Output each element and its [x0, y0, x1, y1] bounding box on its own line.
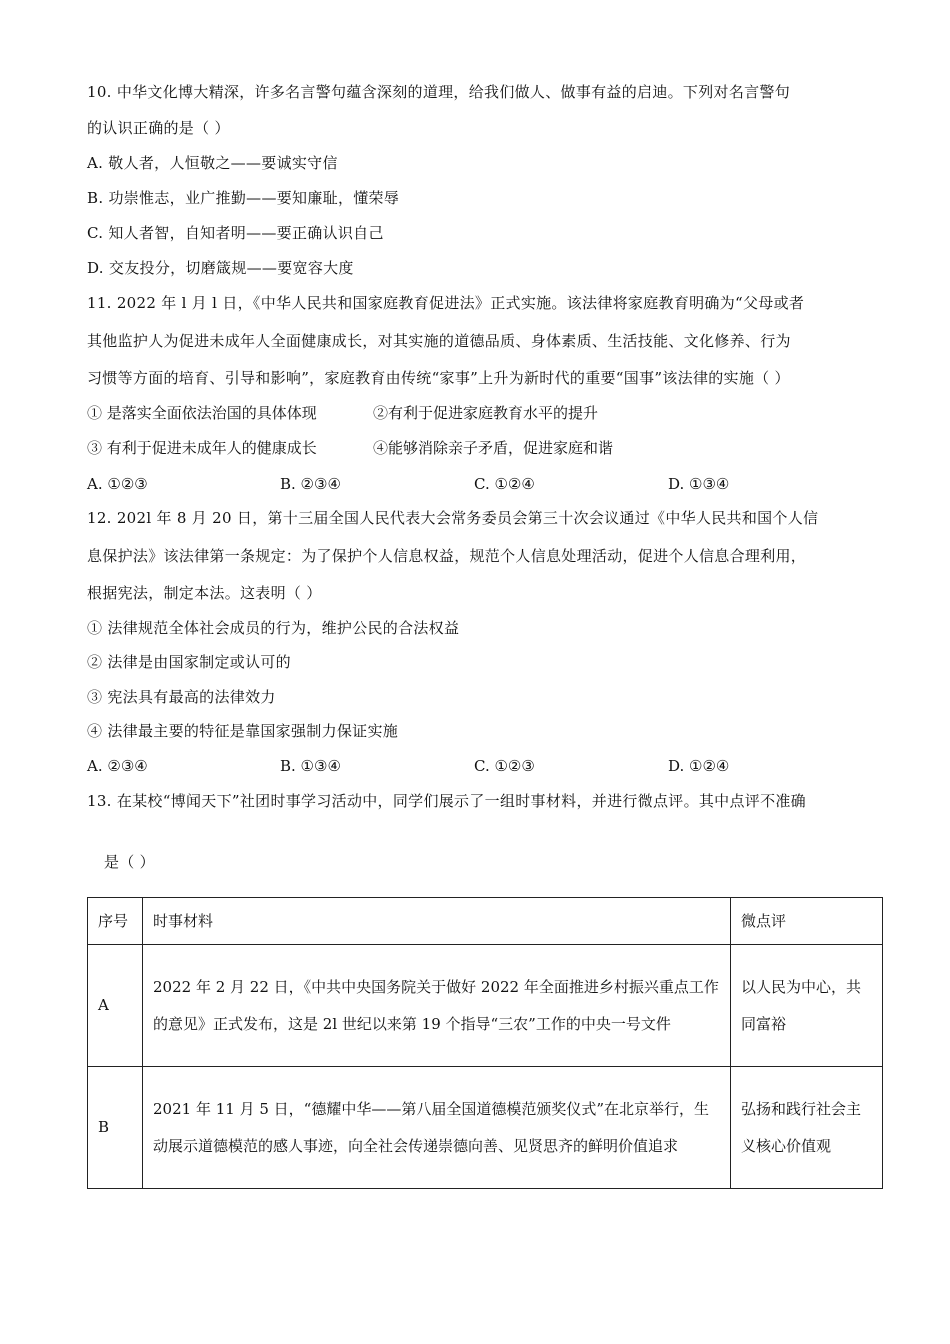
q10-option-d: D. 交友投分，切磨箴规——要宽容大度 [87, 259, 354, 277]
q12-statement-1: ① 法律规范全体社会成员的行为，维护公民的合法权益 [87, 619, 460, 637]
q10-option-a: A. 敬人者，人恒敬之——要诚实守信 [87, 154, 338, 172]
row-a-comment [731, 945, 883, 1067]
q12-statement-4: ④ 法律最主要的特征是靠国家强制力保证实施 [87, 722, 399, 740]
q11-stem-line2: 其他监护人为促进未成年人全面健康成长，对其实施的道德品质、身体素质、生活技能、文化修养、行为 [87, 332, 791, 350]
q11-option-a: A. ①②③ [87, 475, 148, 493]
q10-option-b: B. 功崇惟志，业广推勤——要知廉耻，懂荣辱 [87, 189, 400, 207]
row-b-comment-text: 弘扬和践行社会主义核心价值观 [741, 1099, 862, 1155]
header-comment: 微点评 [731, 898, 883, 945]
q12-option-a: A. ②③④ [87, 757, 148, 775]
q12-stem-line3: 根据宪法，制定本法。这表明（ ） [87, 584, 322, 602]
q10-stem-line2: 的认识正确的是（ ） [87, 119, 230, 137]
header-material: 时事材料 [143, 898, 731, 945]
q13-material-table [87, 897, 883, 1189]
q10-option-c: C. 知人者智，自知者明——要正确认识自己 [87, 224, 384, 242]
q11-statement-2: ②有利于促进家庭教育水平的提升 [373, 404, 599, 422]
q11-statement-1: ① 是落实全面依法治国的具体体现 [87, 404, 317, 422]
row-b-material-text: 2021 年 11 月 5 日，“德耀中华——第八届全国道德模范颁奖仪式”在北京举行，生动展示道德模范的感人事迹，向全社会传递崇德向善、见贤思齐的鲜明价值追求 [153, 1099, 709, 1155]
q12-stem-line2: 息保护法》该法律第一条规定：为了保护个人信息权益，规范个人信息处理活动，促进个人信息合理利用， [87, 547, 807, 565]
q12-option-d: D. ①②④ [668, 757, 730, 775]
q11-stem-line1: 11. 2022 年 l 月 l 日，《中华人民共和国家庭教育促进法》正式实施。该法律将家庭教育明确为“父母或者 [87, 294, 805, 312]
table-row [88, 1067, 883, 1189]
q12-option-c: C. ①②③ [474, 757, 535, 775]
q12-statement-3: ③ 宪法具有最高的法律效力 [87, 688, 276, 706]
row-a-comment-text: 以人民为中心，共同富裕 [741, 977, 862, 1033]
q11-option-d: D. ①③④ [668, 475, 730, 493]
q12-statement-2: ② 法律是由国家制定或认可的 [87, 653, 291, 671]
row-a-material [143, 945, 731, 1067]
row-b-material [143, 1067, 731, 1189]
header-index: 序号 [88, 898, 143, 945]
table-row [88, 945, 883, 1067]
q11-stem-line3: 习惯等方面的培育、引导和影响”，家庭教育由传统“家事”上升为新时代的重要“国事”该法律的实施（ ） [87, 369, 790, 387]
row-b-id: B [88, 1067, 143, 1189]
q10-stem-line1: 10. 中华文化博大精深，许多名言警句蕴含深刻的道理，给我们做人、做事有益的启迪。下列对名言警句 [87, 83, 791, 101]
q12-option-b: B. ①③④ [280, 757, 341, 775]
q11-statement-4: ④能够消除亲子矛盾，促进家庭和谐 [373, 439, 614, 457]
q13-stem-line1: 13. 在某校“博闻天下”社团时事学习活动中，同学们展示了一组时事材料，并进行微点评。其中点评不准确 [87, 792, 806, 810]
q11-statement-3: ③ 有利于促进未成年人的健康成长 [87, 439, 317, 457]
q12-stem-line1: 12. 202l 年 8 月 20 日，第十三届全国人民代表大会常务委员会第三十次会议通过《中华人民共和国个人信 [87, 509, 819, 527]
row-a-material-text: 2022 年 2 月 22 日，《中共中央国务院关于做好 2022 年全面推进乡村振兴重点工作的意见》正式发布，这是 2l 世纪以来第 19 个指导“三农”工作的中央一号文件 [153, 977, 719, 1033]
q13-stem-line2: 是（ ） [104, 853, 155, 871]
q11-option-b: B. ②③④ [280, 475, 341, 493]
row-a-id: A [88, 945, 143, 1067]
row-b-comment [731, 1067, 883, 1189]
q11-option-c: C. ①②④ [474, 475, 535, 493]
table-header-row [88, 898, 883, 945]
